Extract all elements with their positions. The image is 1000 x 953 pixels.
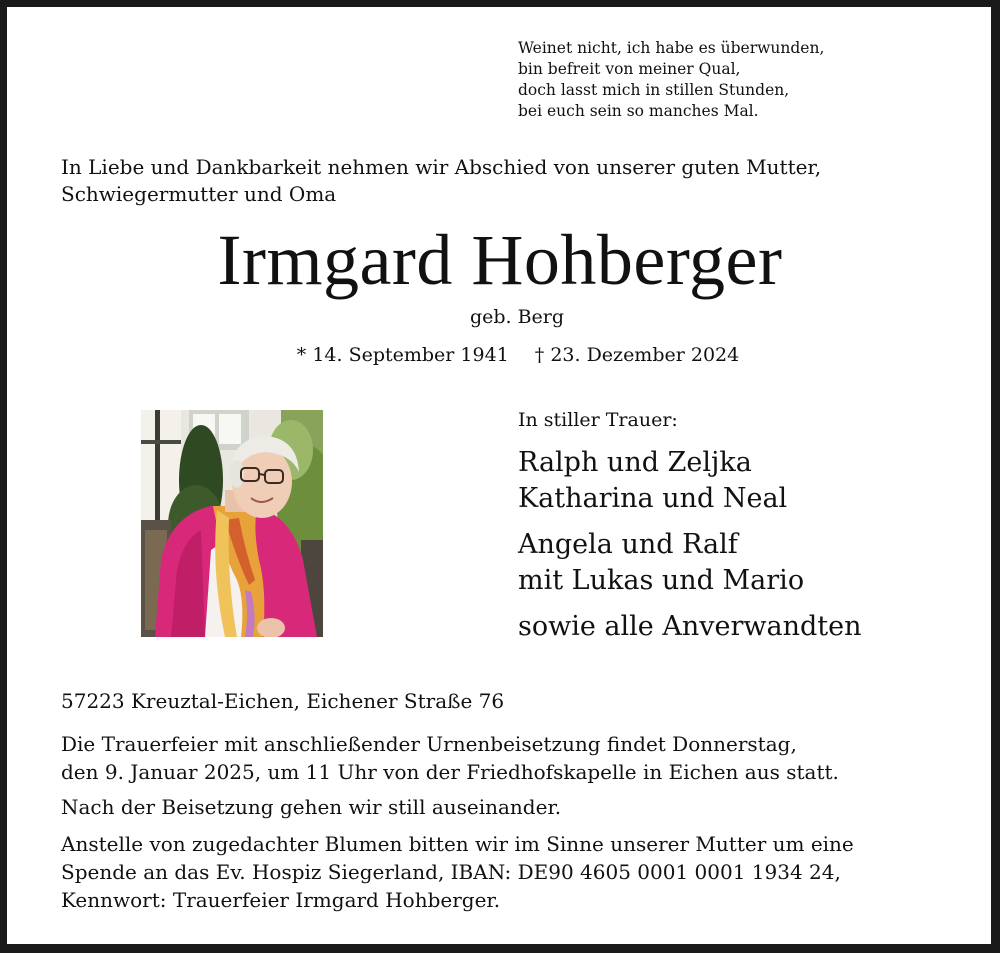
deceased-name: Irmgard Hohberger bbox=[217, 220, 783, 300]
intro-text bbox=[61, 154, 821, 208]
mourner-group bbox=[518, 527, 804, 599]
poem-line: Weinet nicht, ich habe es überwunden, bbox=[518, 39, 825, 57]
maiden-name: geb. Berg bbox=[469, 306, 565, 328]
paragraph-line: Kennwort: Trauerfeier Irmgard Hohberger. bbox=[61, 888, 501, 912]
birth-date: * 14. September 1941 bbox=[296, 344, 509, 366]
paragraph-line: Die Trauerfeier mit anschließender Urnenbeisetzung findet Donnerstag, bbox=[61, 732, 797, 756]
mourner-line: Ralph und Zeljka bbox=[518, 447, 752, 478]
mourner-line: Angela und Ralf bbox=[518, 529, 738, 560]
paragraph-line: den 9. Januar 2025, um 11 Uhr von der Friedhofskapelle in Eichen aus statt. bbox=[61, 760, 839, 784]
mourner-line: Katharina und Neal bbox=[518, 483, 788, 514]
death-date: † 23. Dezember 2024 bbox=[534, 344, 740, 366]
poem-line: bin befreit von meiner Qual, bbox=[518, 60, 741, 78]
mourner-group bbox=[518, 609, 861, 645]
mourner-line: mit Lukas und Mario bbox=[518, 565, 805, 596]
address: 57223 Kreuztal-Eichen, Eichener Straße 76 bbox=[61, 689, 505, 713]
mourner-line: sowie alle Anverwandten bbox=[518, 611, 862, 642]
donation-paragraph bbox=[61, 830, 854, 914]
paragraph-line: Nach der Beisetzung gehen wir still auseinander. bbox=[61, 795, 562, 819]
ceremony-paragraph bbox=[61, 730, 839, 786]
poem-line: doch lasst mich in stillen Stunden, bbox=[518, 81, 790, 99]
mourner-group bbox=[518, 445, 787, 517]
paragraph-line: Spende an das Ev. Hospiz Siegerland, IBAN: DE90 4605 0001 0001 1934 24, bbox=[61, 860, 841, 884]
paragraph-line: Anstelle von zugedachter Blumen bitten wir im Sinne unserer Mutter um eine bbox=[61, 832, 854, 856]
poem-line: bei euch sein so manches Mal. bbox=[518, 102, 759, 120]
portrait-photo bbox=[141, 410, 323, 637]
intro-line: Schwiegermutter und Oma bbox=[61, 182, 337, 206]
intro-line: In Liebe und Dankbarkeit nehmen wir Abschied von unserer guten Mutter, bbox=[61, 155, 822, 179]
burial-paragraph bbox=[61, 793, 561, 821]
mourners-heading: In stiller Trauer: bbox=[518, 409, 678, 431]
life-dates bbox=[0, 341, 1000, 369]
poem bbox=[518, 38, 824, 122]
